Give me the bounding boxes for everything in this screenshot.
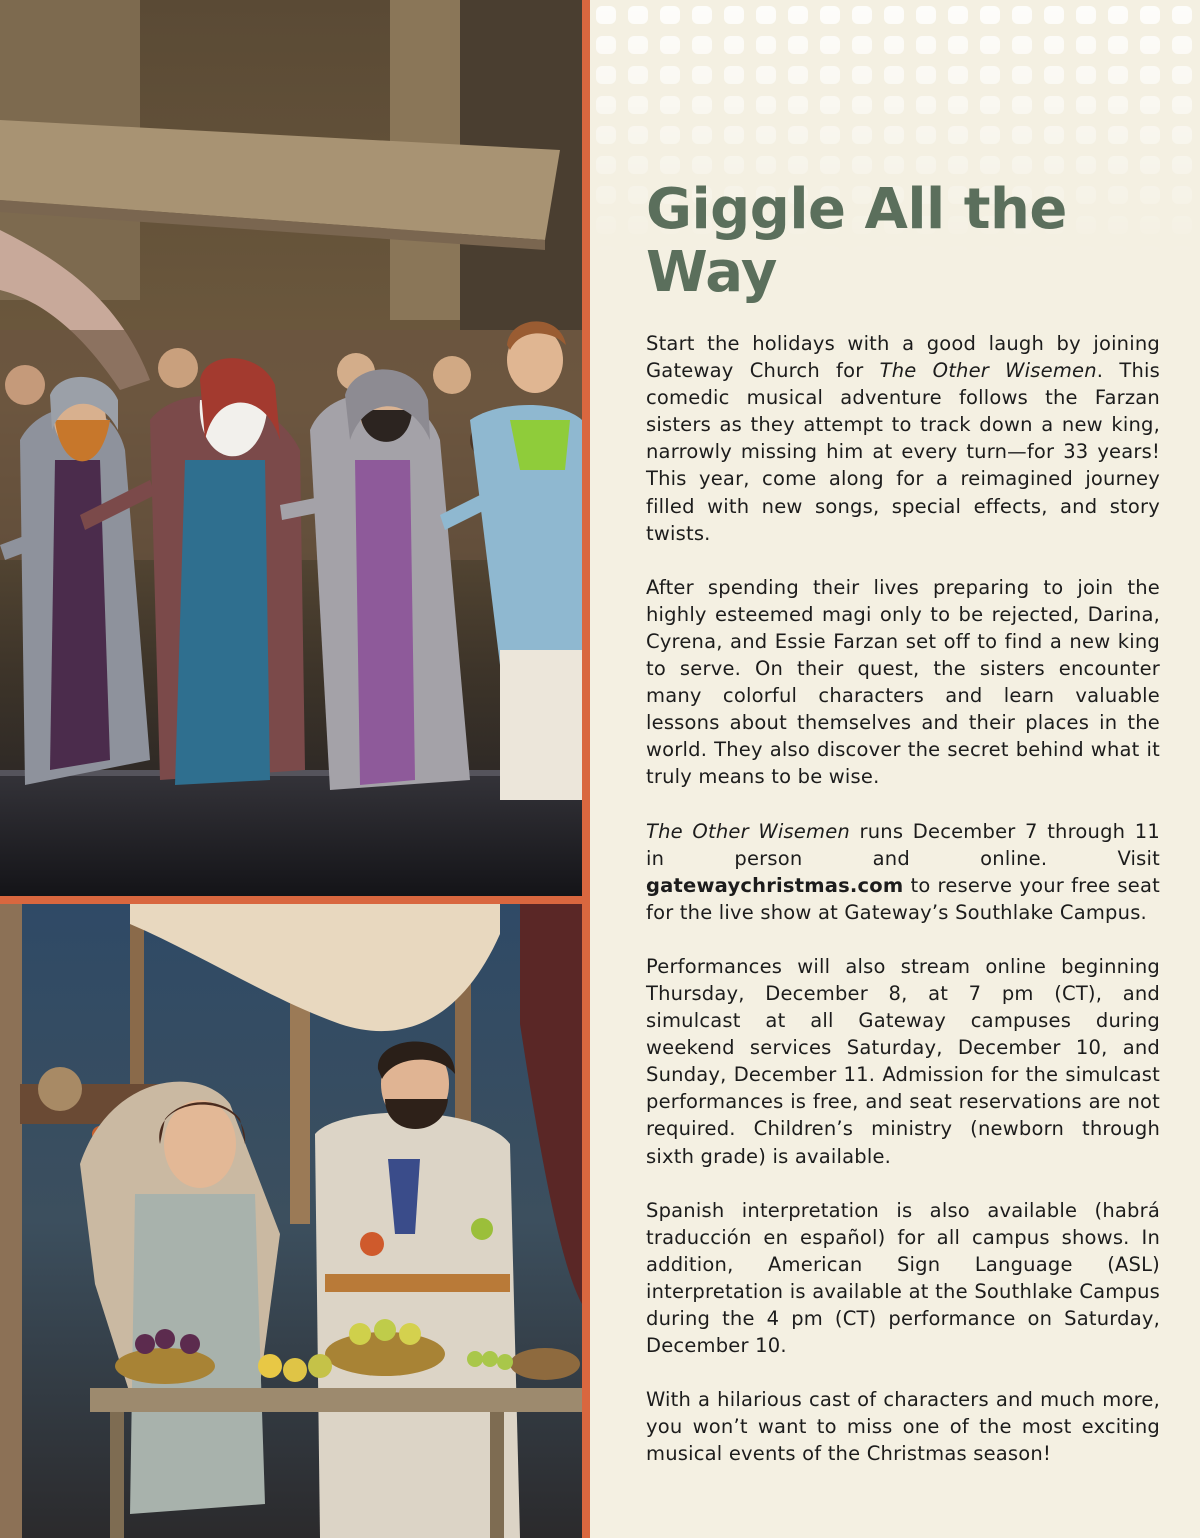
paragraph-dates — [646, 818, 1160, 926]
website-link[interactable]: gatewaychristmas.com — [646, 873, 904, 897]
page-title: Giggle All the Way — [646, 177, 1067, 305]
paragraph-interpretation: Spanish interpretation is also available (habrá traducción en español) for all campus shows. In addition, American Sign Language (ASL) interpretation is available at the Southlake Campus during the 4 pm (CT) performance on Saturday, December 10. — [646, 1198, 1160, 1358]
photo-column — [0, 0, 590, 1538]
paragraph-closing: With a hilarious cast of characters and much more, you won’t want to miss one of the most exciting musical events of the Christmas season! — [646, 1388, 1160, 1466]
stage-photo-wisemen — [0, 0, 582, 896]
paragraph-streaming: Performances will also stream online beginning Thursday, December 8, at 7 pm (CT), and simulcast at all Gateway campuses during weekend services Saturday, December 10, and Sunday, December 11. Admission for the simulcast performances is free, and seat reservations are not required. Children’s ministry (newborn through sixth grade) is available. — [646, 954, 1160, 1168]
article-body — [646, 178, 1160, 1494]
article-column — [590, 0, 1200, 1538]
show-title: The Other Wisemen — [879, 359, 1097, 383]
dates-text: runs December 7 through 11 in person and online. Visit — [646, 819, 1161, 870]
paragraph-story: After spending their lives preparing to join the highly esteemed magi only to be rejected, Darina, Cyrena, and Essie Farzan set off to find a new king to serve. On their quest, the sisters encounter many colorful characters and learn valuable lessons about themselves and their places in the world. They also discover the secret behind what it truly means to be wise. — [646, 575, 1160, 789]
intro-text: Start the holidays with a good laugh by joining Gateway Church for — [646, 332, 1160, 383]
show-title: The Other Wisemen — [646, 819, 850, 843]
stage-photo-market — [0, 904, 582, 1538]
paragraph-intro — [646, 330, 1160, 547]
dates-text-cont: to reserve your free seat for the live show at Gateway’s Southlake Campus. — [646, 873, 1160, 924]
intro-text-cont: . This comedic musical adventure follows the Farzan sisters as they attempt to track down a new king, narrowly missing him at every turn—for 33 years! This year, come along for a reimagined journey filled with new songs, special effects, and story twists. — [646, 359, 1160, 545]
